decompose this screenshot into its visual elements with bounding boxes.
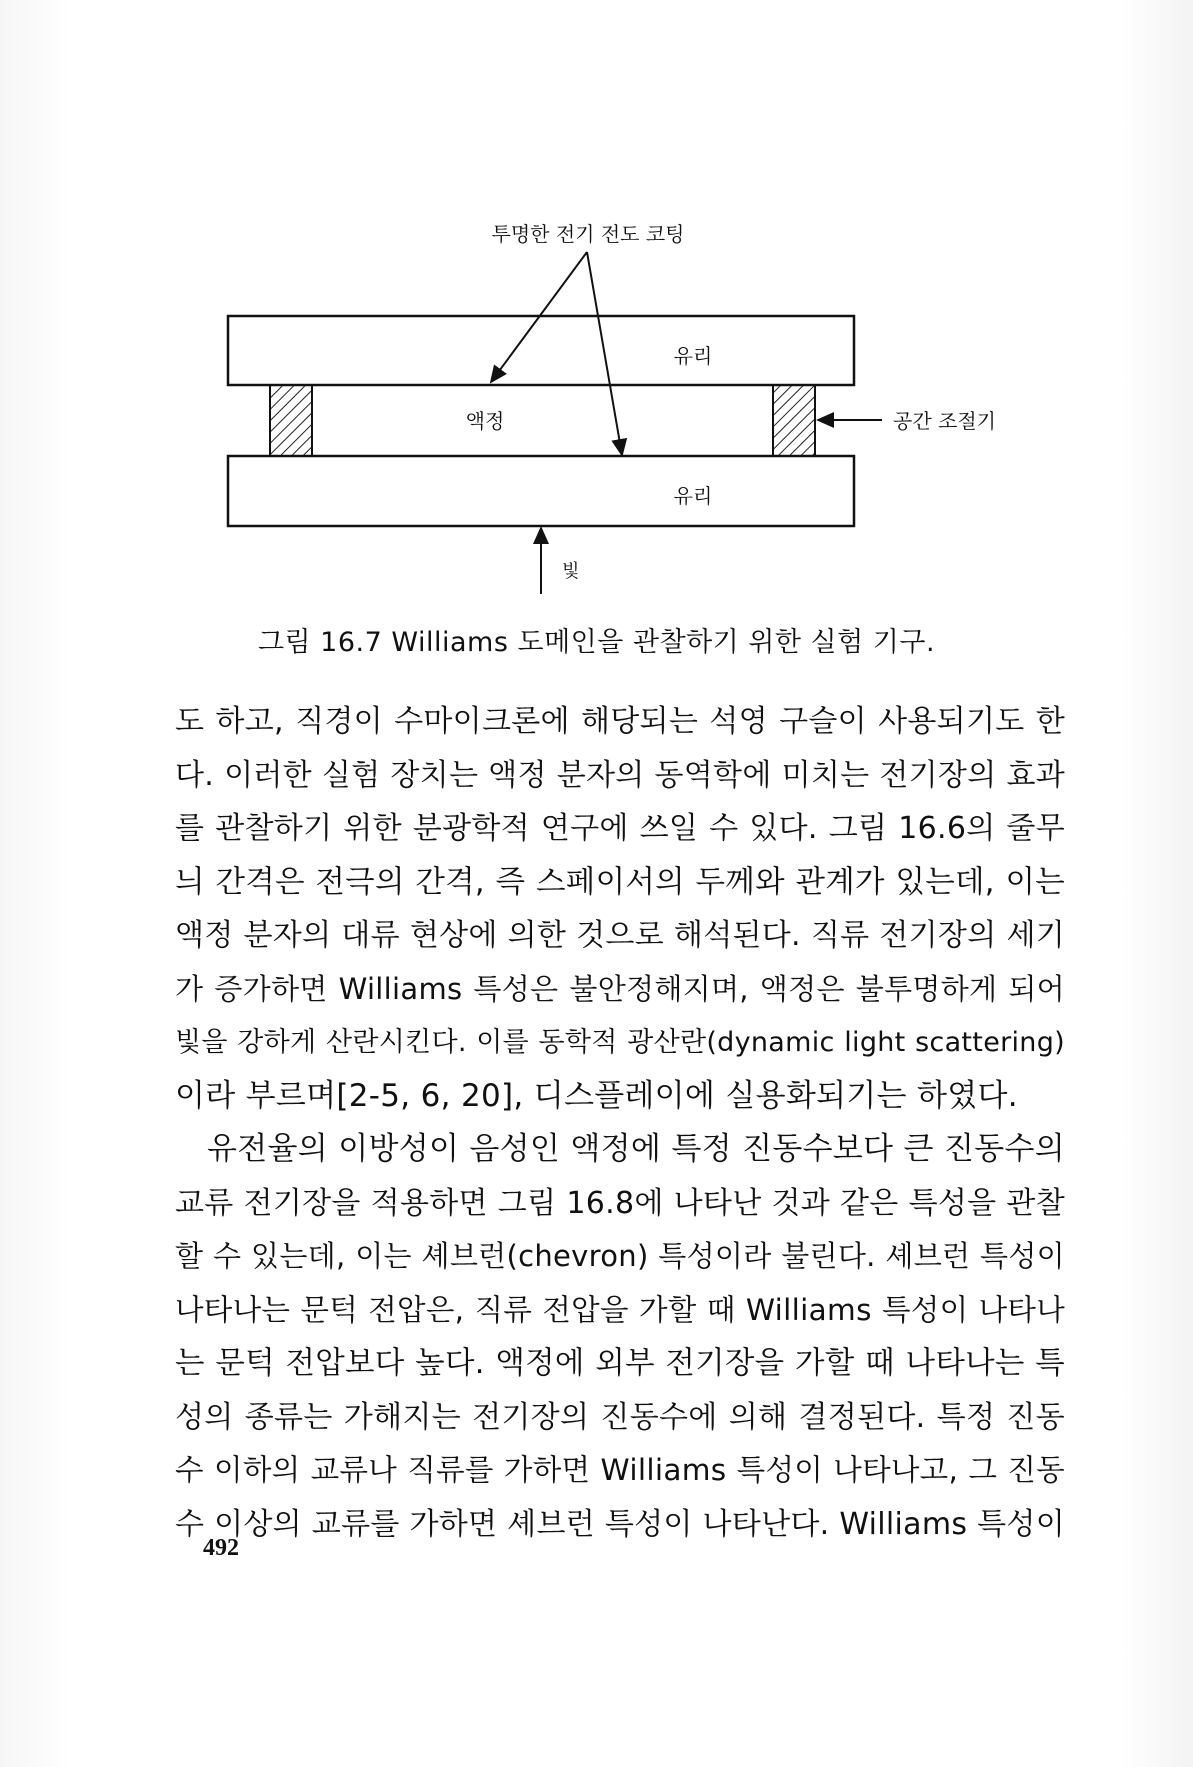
left-spacer [270, 385, 312, 456]
liquid-crystal-cell-diagram [0, 0, 1193, 620]
paragraph-line: 도 하고, 직경이 수마이크론에 해당되는 석영 구슬이 사용되기도 한 [175, 704, 1065, 739]
bottom-glass-label: 유리 [673, 484, 713, 508]
top-glass-plate [228, 316, 854, 385]
liquid-crystal-label: 액정 [465, 409, 505, 433]
light-label: 빛 [562, 561, 580, 582]
paragraph-line: 할 수 있는데, 이는 셰브런(chevron) 특성이라 불린다. 셰브런 특성이 [175, 1239, 1065, 1273]
paragraph-line: 성의 종류는 가해지는 전기장의 진동수에 의해 결정된다. 특정 진동 [175, 1399, 1065, 1435]
top-glass-label: 유리 [673, 344, 713, 368]
paragraph-line: 유전율의 이방성이 음성인 액정에 특정 진동수보다 큰 진동수의 [207, 1131, 1065, 1167]
body-text [175, 695, 1065, 1551]
paragraph-line: 가 증가하면 Williams 특성은 불안정해지며, 액정은 불투명하게 되어 [175, 971, 1065, 1006]
coating-label: 투명한 전기 전도 코팅 [491, 222, 685, 246]
bottom-glass-plate [228, 456, 854, 526]
spacer-label: 공간 조절기 [893, 409, 996, 433]
paragraph-line: 는 문턱 전압보다 높다. 액정에 외부 전기장을 가할 때 나타나는 특 [175, 1346, 1065, 1381]
right-spacer [773, 385, 815, 456]
paragraph-line: 나타나는 문턱 전압은, 직류 전압을 가할 때 Williams 특성이 나타나 [175, 1292, 1065, 1327]
coating-pointer-bottom [587, 252, 622, 455]
paragraph-line: 이라 부르며[2-5, 6, 20], 디스플레이에 실용화되기는 하였다. [175, 1077, 1018, 1114]
paragraph-line: 교류 전기장을 적용하면 그림 16.8에 나타난 것과 같은 특성을 관찰 [175, 1185, 1065, 1221]
figure-caption: 그림 16.7 Williams 도메인을 관찰하기 위한 실험 기구. [257, 627, 936, 658]
paragraph-line: 빛을 강하게 산란시킨다. 이를 동학적 광산란(dynamic light scattering) [175, 1027, 1065, 1058]
paragraph-line: 를 관찰하기 위한 분광학적 연구에 쓰일 수 있다. 그림 16.6의 줄무 [175, 811, 1065, 846]
paragraph-line: 수 이하의 교류나 직류를 가하면 Williams 특성이 나타나고, 그 진동 [175, 1453, 1065, 1487]
page-number: 492 [203, 1535, 239, 1561]
paragraph-line: 늬 간격은 전극의 간격, 즉 스페이서의 두께와 관계가 있는데, 이는 [175, 864, 1065, 900]
paragraph-line: 수 이상의 교류를 가하면 셰브런 특성이 나타난다. Williams 특성이 [175, 1506, 1065, 1542]
paragraph-line: 액정 분자의 대류 현상에 의한 것으로 해석된다. 직류 전기장의 세기 [175, 918, 1065, 953]
paragraph-line: 다. 이러한 실험 장치는 액정 분자의 동역학에 미치는 전기장의 효과 [175, 757, 1065, 793]
